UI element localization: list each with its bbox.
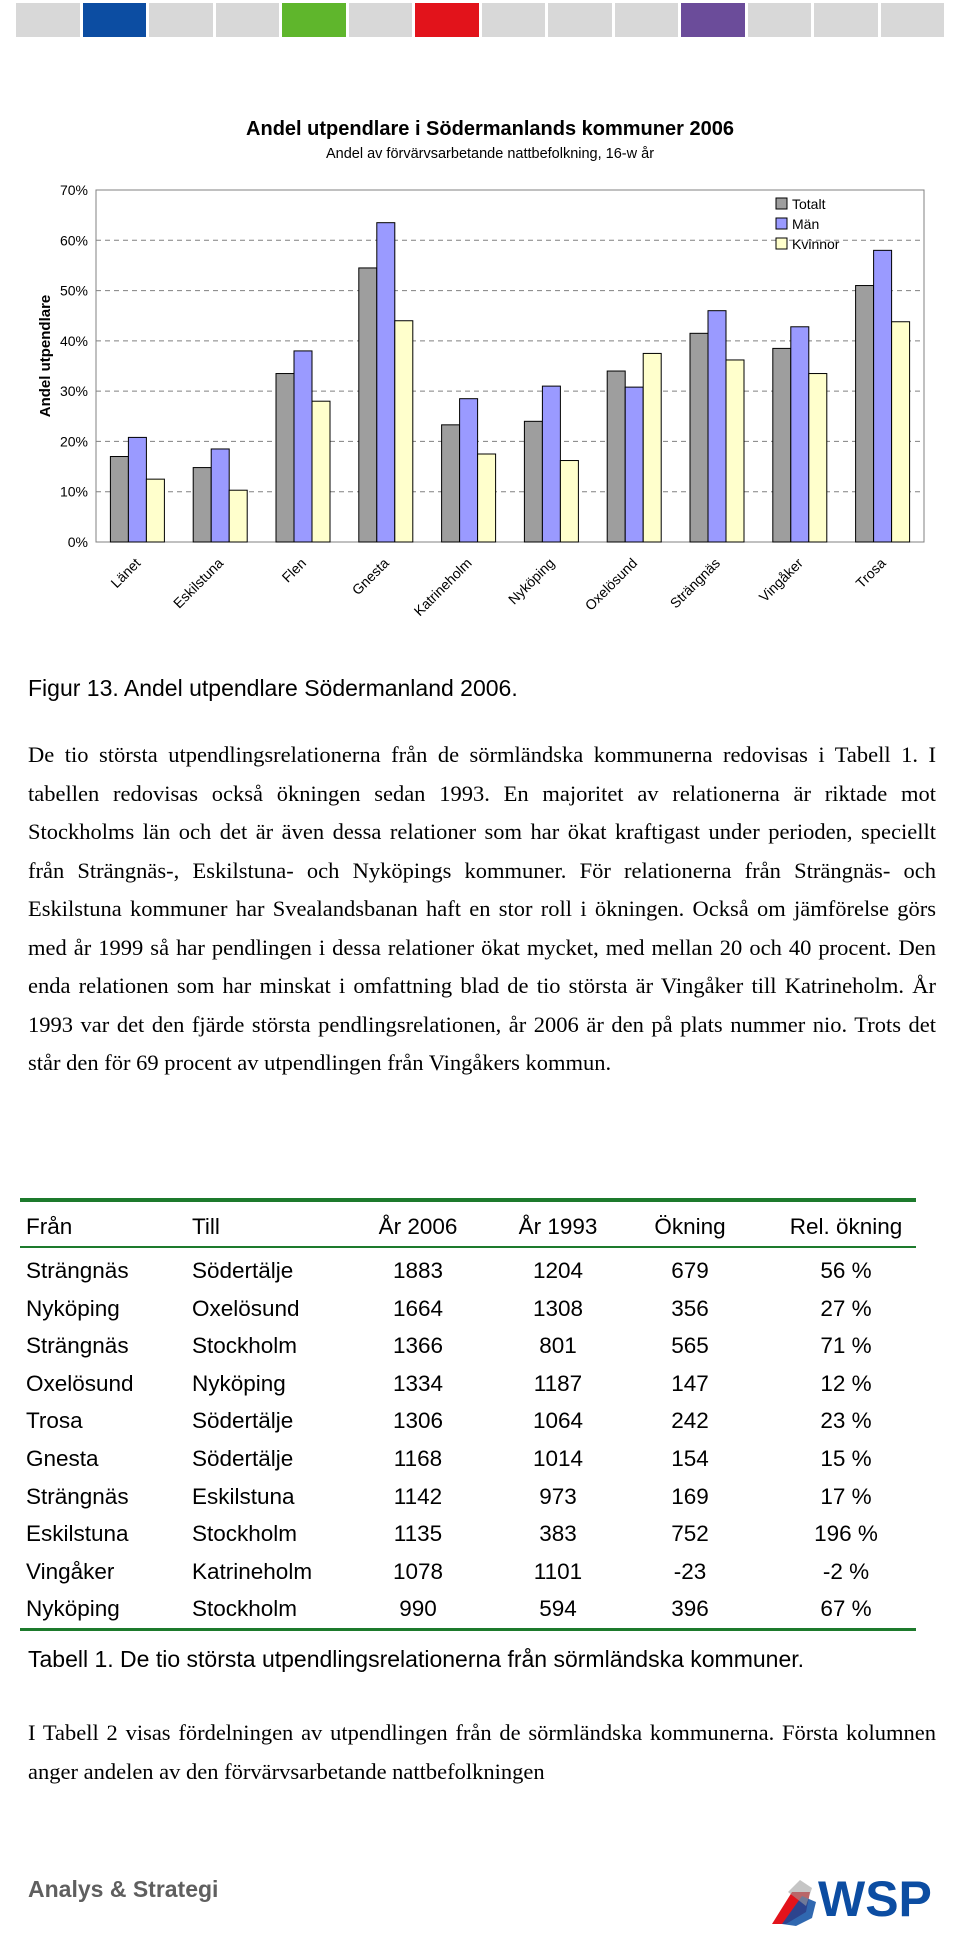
table-rule-header: [20, 1246, 916, 1248]
bar-kvinnor: [892, 322, 910, 542]
y-tick-label: 10%: [59, 483, 88, 500]
cell-okning: 356: [671, 1295, 709, 1321]
color-strip-cell: [548, 3, 612, 37]
bar-totalt: [773, 348, 791, 542]
legend-label: Kvinnor: [792, 236, 840, 252]
y-tick-label: 70%: [59, 182, 88, 198]
x-tick-label: Katrineholm: [410, 554, 475, 619]
bar-kvinnor: [395, 321, 413, 542]
cell-ar-2006: 1306: [392, 1408, 444, 1434]
y-axis-label: Andel utpendlare: [37, 294, 54, 418]
color-strip-cell: [415, 3, 479, 37]
cell-till: Eskilstuna: [192, 1483, 295, 1509]
bar-män: [708, 311, 726, 542]
cell-okning: 396: [671, 1596, 709, 1622]
header-color-strip: [16, 3, 944, 37]
x-tick-label: Nyköping: [504, 554, 558, 608]
y-tick-label: 40%: [59, 332, 88, 349]
cell-fran: Oxelösund: [26, 1370, 134, 1396]
y-tick-label: 30%: [59, 383, 88, 400]
cell-ar-2006: 1078: [392, 1558, 444, 1584]
table-row: [20, 1553, 916, 1591]
legend-label: Totalt: [792, 196, 826, 212]
cell-okning: 679: [671, 1258, 709, 1283]
bar-totalt: [442, 425, 460, 542]
cell-fran: Trosa: [26, 1408, 83, 1434]
cell-okning: 147: [671, 1370, 709, 1396]
cell-fran: Eskilstuna: [26, 1521, 129, 1547]
cell-till: Stockholm: [192, 1596, 298, 1622]
bar-totalt: [607, 371, 625, 542]
y-tick-label: 20%: [59, 433, 88, 450]
color-strip-cell: [282, 3, 346, 37]
figure-caption: Figur 13. Andel utpendlare Södermanland 2006.: [28, 675, 518, 701]
bar-män: [294, 351, 312, 542]
bars-layer: [110, 223, 909, 542]
chart-svg: [0, 40, 960, 640]
color-strip-cell: [814, 3, 878, 37]
bar-män: [625, 387, 643, 542]
cell-fran: Strängnäs: [26, 1333, 129, 1359]
commuter-share-chart: [0, 40, 960, 640]
bar-totalt: [524, 421, 542, 542]
cell-ar-1993: 973: [539, 1483, 577, 1509]
cell-till: Stockholm: [192, 1333, 298, 1359]
bar-män: [791, 327, 809, 542]
bar-kvinnor: [809, 374, 827, 542]
table-header-row: [20, 1208, 916, 1246]
cell-fran: Strängnäs: [26, 1258, 129, 1283]
cell-rel-okning: -2 %: [822, 1558, 870, 1584]
cell-ar-2006: 1664: [392, 1295, 444, 1321]
table-row: [20, 1252, 916, 1290]
x-tick-label: Strängnäs: [666, 554, 724, 612]
color-strip-cell: [482, 3, 546, 37]
wsp-logo: [772, 1862, 952, 1928]
cell-rel-okning: 56 %: [820, 1258, 872, 1283]
cell-ar-1993: 594: [539, 1596, 577, 1622]
wsp-logo-graphic: [772, 1862, 952, 1928]
cell-till: Södertälje: [192, 1408, 294, 1434]
cell-ar-1993: 1204: [532, 1258, 584, 1283]
bar-totalt: [359, 268, 377, 542]
table-row: [20, 1290, 916, 1328]
bar-kvinnor: [726, 360, 744, 542]
bar-kvinnor: [146, 479, 164, 542]
bar-män: [211, 449, 229, 542]
y-tick-label: 60%: [59, 232, 88, 249]
cell-rel-okning: 23 %: [820, 1408, 872, 1434]
cell-ar-1993: 1101: [533, 1558, 583, 1584]
legend-swatch: [776, 198, 787, 209]
x-tick-label: Eskilstuna: [169, 554, 227, 612]
cell-okning: -23: [673, 1558, 707, 1584]
cell-okning: 242: [671, 1408, 709, 1434]
bar-kvinnor: [560, 461, 578, 542]
x-tick-label: Länet: [107, 554, 144, 591]
table-caption: Tabell 1. De tio största utpendlingsrelationerna från sörmländska kommuner.: [28, 1646, 805, 1672]
table-rule-top: [20, 1198, 916, 1202]
cell-ar-1993: 383: [539, 1521, 577, 1547]
x-tick-label: Oxelösund: [581, 554, 641, 614]
table-row: [20, 1478, 916, 1516]
chart-subtitle: Andel av förvärvsarbetande nattbefolkning, 16-w år: [325, 146, 655, 162]
logo-text: WSP: [818, 1871, 932, 1927]
table-row: [20, 1327, 916, 1365]
header-till: Till: [192, 1214, 220, 1239]
bar-män: [128, 437, 146, 542]
cell-ar-2006: 1142: [393, 1483, 443, 1509]
table-row: [20, 1590, 916, 1628]
cell-ar-2006: 1334: [392, 1370, 444, 1396]
bar-totalt: [193, 468, 211, 542]
legend-label: Män: [792, 216, 820, 232]
cell-okning: 565: [671, 1333, 709, 1359]
cell-fran: Strängnäs: [26, 1483, 129, 1509]
bar-totalt: [110, 457, 128, 542]
cell-rel-okning: 67 %: [820, 1596, 872, 1622]
body-paragraph-2: I Tabell 2 visas fördelningen av utpendlingen från de sörmländska kommunerna. Första kolumnen anger andelen av den förvärvsarbetande nattbefolkningen: [28, 1720, 936, 1784]
cell-till: Nyköping: [192, 1370, 286, 1396]
cell-ar-2006: 1168: [393, 1446, 443, 1471]
color-strip-cell: [16, 3, 80, 37]
bar-män: [460, 399, 478, 542]
cell-ar-1993: 1014: [532, 1446, 584, 1471]
table-row: [20, 1515, 916, 1553]
cell-till: Södertälje: [192, 1446, 294, 1471]
color-strip-cell: [748, 3, 812, 37]
header-fran: Från: [26, 1214, 73, 1239]
cell-till: Katrineholm: [192, 1558, 313, 1584]
table-row: [20, 1402, 916, 1440]
cell-till: Stockholm: [192, 1521, 298, 1547]
bar-kvinnor: [478, 454, 496, 542]
cell-okning: 752: [671, 1521, 709, 1547]
cell-rel-okning: 12 %: [820, 1370, 872, 1396]
cell-till: Södertälje: [192, 1258, 294, 1283]
y-tick-label: 0%: [67, 534, 88, 550]
header-ar-1993: År 1993: [518, 1214, 598, 1239]
cell-okning: 154: [671, 1446, 709, 1471]
footer-department: Analys & Strategi: [28, 1876, 219, 1902]
cell-rel-okning: 15 %: [820, 1446, 872, 1471]
cell-ar-2006: 1883: [392, 1258, 444, 1283]
cell-fran: Nyköping: [26, 1295, 120, 1321]
chart-title: Andel utpendlare i Södermanlands kommuner 2006: [246, 118, 734, 140]
table-row: [20, 1365, 916, 1403]
cell-okning: 169: [671, 1483, 709, 1509]
x-tick-label: Trosa: [852, 554, 889, 592]
bar-totalt: [690, 333, 708, 542]
bar-kvinnor: [229, 490, 247, 542]
bar-män: [542, 386, 560, 542]
header-ar-2006: År 2006: [378, 1214, 458, 1239]
color-strip-cell: [881, 3, 945, 37]
x-tick-label: Flen: [278, 554, 310, 586]
legend-swatch: [776, 218, 787, 229]
cell-ar-2006: 990: [399, 1596, 437, 1622]
cell-ar-1993: 1064: [532, 1408, 584, 1434]
header-okning: Ökning: [654, 1214, 726, 1239]
legend-swatch: [776, 238, 787, 249]
cell-ar-1993: 1308: [532, 1295, 584, 1321]
cell-ar-1993: 1187: [533, 1370, 583, 1396]
bar-kvinnor: [312, 401, 330, 542]
cell-rel-okning: 196 %: [814, 1521, 878, 1547]
cell-fran: Vingåker: [26, 1558, 115, 1584]
bar-kvinnor: [643, 353, 661, 542]
cell-rel-okning: 27 %: [820, 1295, 872, 1321]
bar-män: [874, 250, 892, 542]
x-tick-label: Gnesta: [348, 554, 392, 599]
cell-ar-2006: 1366: [392, 1333, 444, 1359]
cell-rel-okning: 71 %: [820, 1333, 872, 1359]
cell-till: Oxelösund: [192, 1295, 300, 1321]
cell-rel-okning: 17 %: [820, 1483, 872, 1509]
color-strip-cell: [615, 3, 679, 37]
cell-fran: Nyköping: [26, 1596, 120, 1622]
y-tick-label: 50%: [59, 282, 88, 299]
bar-totalt: [856, 286, 874, 542]
color-strip-cell: [149, 3, 213, 37]
table-rule-bottom: [20, 1628, 916, 1631]
color-strip-cell: [216, 3, 280, 37]
legend: [776, 196, 840, 252]
color-strip-cell: [349, 3, 413, 37]
header-rel-okning: Rel. ökning: [789, 1214, 903, 1239]
cell-ar-2006: 1135: [393, 1521, 443, 1547]
table-row: [20, 1440, 916, 1478]
bar-totalt: [276, 374, 294, 542]
color-strip-cell: [681, 3, 745, 37]
body-paragraph-1: De tio största utpendlingsrelationerna från de sörmländska kommunerna redovisas i Tabell 1. I tabellen redovisas också ökningen sedan 1993. En majoritet av relationerna är riktade mot Stockholms län och det är även dessa relationer som har ökat kraftigast under perioden, speciellt från Strängnäs-, Eskilstuna- och Nyköpings kommuner. För relationerna från Strängnäs- och Eskilstuna kommuner har Svealandsbanan haft en stor roll i ökningen. Också om jämförelse görs med år 1999 så har pendlingen i dessa relationer ökat mycket, med mellan 20 och 40 procent. Den enda relationen som har minskat i omfattning blad de tio största är Vingåker till Katrineholm. År 1993 var det den fjärde största pendlingsrelationen, år 2006 är den på plats nummer nio. Trots det står den för 69 procent av utpendlingen från Vingåkers kommun.: [28, 742, 936, 1075]
cell-fran: Gnesta: [26, 1446, 99, 1471]
x-tick-label: Vingåker: [755, 554, 806, 606]
bar-män: [377, 223, 395, 542]
cell-ar-1993: 801: [539, 1333, 577, 1359]
color-strip-cell: [83, 3, 147, 37]
